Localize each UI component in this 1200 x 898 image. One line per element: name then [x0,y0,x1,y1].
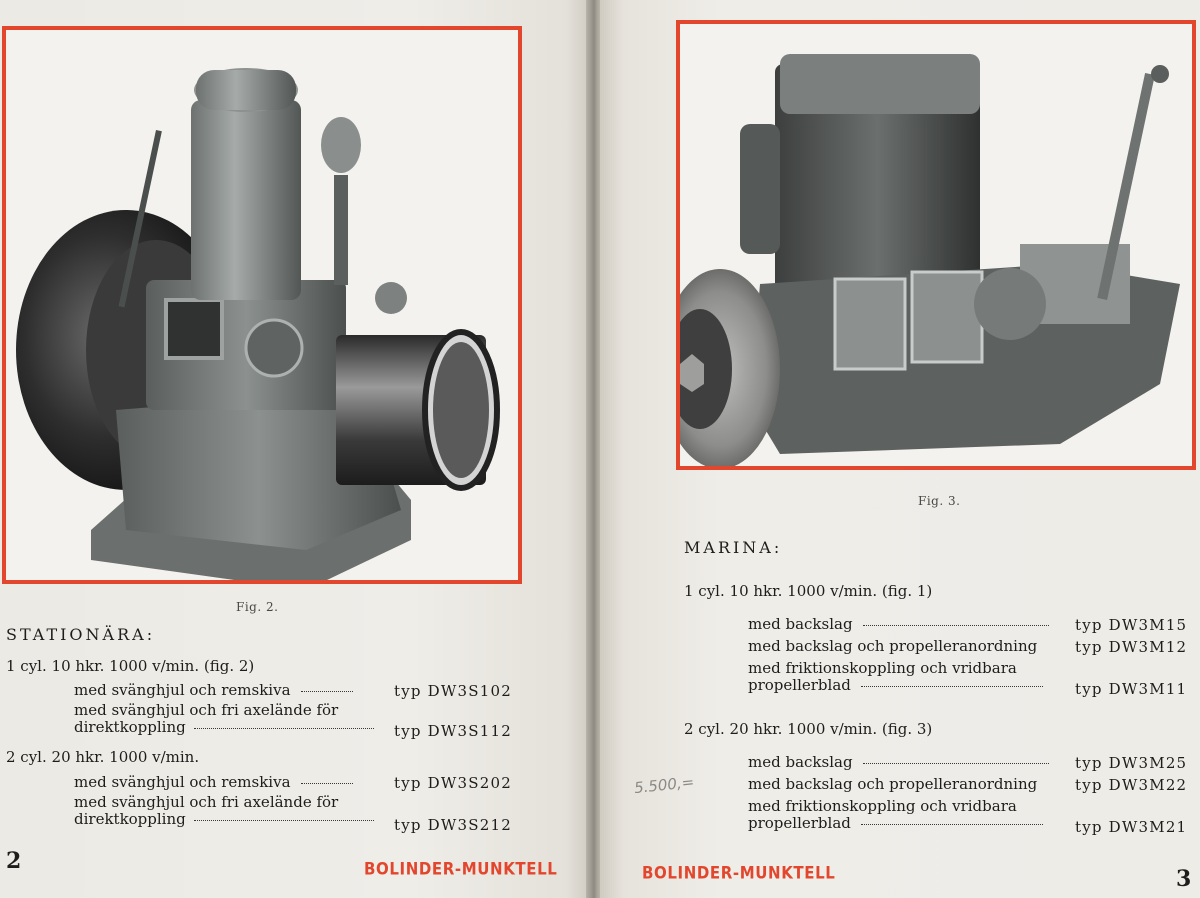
type-code: typ DW3M12 [1075,638,1188,656]
dot-leader [301,783,353,784]
list-item [748,638,1058,655]
left-page [0,0,590,898]
item-description-line1: med friktionskoppling och vridbara [748,659,1017,677]
dot-leader [194,820,374,821]
type-code: typ DW3S102 [394,682,512,700]
item-description-line2: propellerblad [748,814,851,832]
type-code: typ DW3S202 [394,774,512,792]
page-number: 2 [6,848,22,874]
dot-leader [863,625,1049,626]
type-code: typ DW3M25 [1075,754,1188,772]
brand-logo: BOLINDER-MUNKTELL [364,859,558,879]
group-heading-2cyl: 2 cyl. 20 hkr. 1000 v/min. (fig. 3) [684,720,933,738]
item-description: med svänghjul och remskiva [74,773,291,791]
section-title-stationary: STATIONÄRA: [6,625,156,644]
type-code: typ DW3M15 [1075,616,1188,634]
dot-leader [861,686,1043,687]
item-description: med backslag och propelleranordning [748,637,1038,655]
page-number: 3 [1176,866,1192,892]
list-item [748,776,1058,793]
item-description-line2: direktkoppling [74,810,186,828]
figure-3-caption: Fig. 3. [918,494,961,508]
list-item [748,798,1058,832]
dot-leader [301,691,353,692]
item-description: med backslag [748,615,853,633]
item-description: med backslag och propelleranordning [748,775,1038,793]
type-code: typ DW3M11 [1075,680,1188,698]
list-item [748,616,1058,633]
type-code: typ DW3S112 [394,722,512,740]
figure-2-caption: Fig. 2. [236,600,279,614]
type-code: typ DW3M21 [1075,818,1188,836]
dot-leader [861,824,1043,825]
dot-leader [863,763,1049,764]
list-item [74,794,376,828]
item-description: med backslag [748,753,853,771]
dot-leader [194,728,374,729]
group-heading-1cyl: 1 cyl. 10 hkr. 1000 v/min. (fig. 1) [684,582,933,600]
list-item [74,702,376,736]
right-page [600,0,1200,898]
group-heading-1cyl: 1 cyl. 10 hkr. 1000 v/min. (fig. 2) [6,657,255,675]
marine-engine-illustration [680,24,1192,466]
figure-2-frame [2,26,522,584]
section-title-marine: MARINA: [684,538,783,557]
item-description-line2: direktkoppling [74,718,186,736]
type-code: typ DW3M22 [1075,776,1188,794]
list-item [74,682,374,699]
figure-3-frame [676,20,1196,470]
list-item [74,774,374,791]
item-description-line1: med svänghjul och fri axelände för [74,701,339,719]
list-item [748,660,1058,694]
handwritten-price-note: 5.500,= [633,772,696,798]
list-item [748,754,1058,771]
group-heading-2cyl: 2 cyl. 20 hkr. 1000 v/min. [6,748,200,766]
brand-logo: BOLINDER-MUNKTELL [642,863,836,883]
item-description: med svänghjul och remskiva [74,681,291,699]
item-description-line1: med friktionskoppling och vridbara [748,797,1017,815]
type-code: typ DW3S212 [394,816,512,834]
item-description-line1: med svänghjul och fri axelände för [74,793,339,811]
item-description-line2: propellerblad [748,676,851,694]
stationary-engine-illustration [6,30,518,580]
